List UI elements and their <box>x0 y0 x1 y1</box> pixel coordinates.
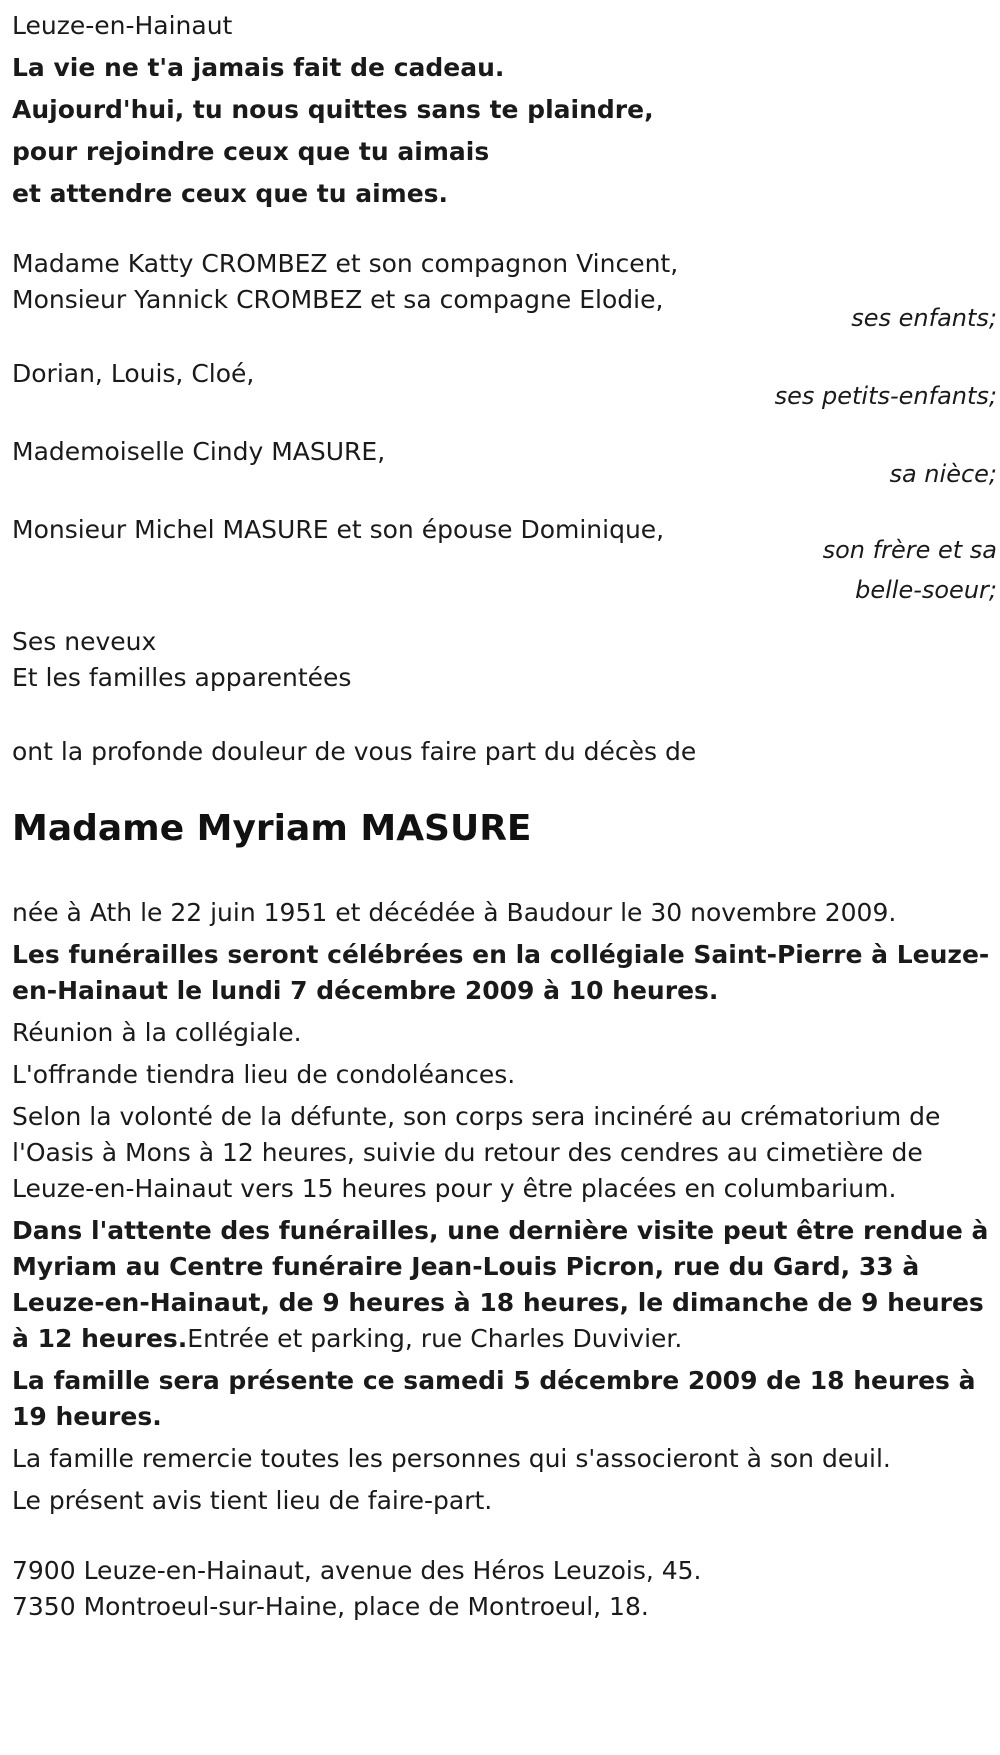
other-relatives <box>12 624 997 696</box>
visit-details-bold: Dans l'attente des funérailles, une dernière visite peut être rendue à Myriam au Centre funéraire Jean-Louis Picron, rue du Gard, 33 à Leuze-en-Hainaut, de 9 heures à 18 heures, le dimanche de 9 heures à 12 heures. <box>12 1215 989 1353</box>
family-row-brother <box>12 512 997 610</box>
poem-line: pour rejoindre ceux que tu aimais <box>12 137 490 166</box>
visit-details-parking: Entrée et parking, rue Charles Duvivier. <box>187 1323 683 1353</box>
family-role-line: son frère et sa <box>822 536 997 564</box>
funeral-details: Les funérailles seront célébrées en la collégiale Saint-Pierre à Leuze-en-Hainaut le lundi 7 décembre 2009 à 10 heures. <box>12 939 990 1005</box>
family-role: ses enfants; <box>851 304 997 332</box>
address-line: 7350 Montroeul-sur-Haine, place de Montroeul, 18. <box>12 1591 649 1621</box>
family-names <box>12 512 767 548</box>
family-role <box>767 530 997 610</box>
family-name: Mademoiselle Cindy MASURE, <box>12 437 386 466</box>
family-name: Monsieur Yannick CROMBEZ et sa compagne Elodie, <box>12 285 664 314</box>
poem-line: Aujourd'hui, tu nous quittes sans te plaindre, <box>12 95 654 124</box>
family-row-grandchildren <box>12 356 997 416</box>
family-names <box>12 356 767 392</box>
family-name: Dorian, Louis, Cloé, <box>12 359 255 388</box>
offering-note: L'offrande tiendra lieu de condoléances. <box>12 1059 516 1089</box>
cremation-details: Selon la volonté de la défunte, son corps sera incinéré au crématorium de l'Oasis à Mons à 12 heures, suivie du retour des cendres au cimetière de Leuze-en-Hainaut vers 15 heures pour y être placées en columbarium. <box>12 1101 941 1203</box>
notice: Le présent avis tient lieu de faire-part. <box>12 1485 493 1515</box>
deceased-name: Madame Myriam MASURE <box>12 808 532 849</box>
poem-line: et attendre ceux que tu aimes. <box>12 179 449 208</box>
family-name: Madame Katty CROMBEZ et son compagnon Vincent, <box>12 249 679 278</box>
family-names <box>12 246 767 318</box>
family-role-line: belle-soeur; <box>855 576 997 604</box>
meeting-place: Réunion à la collégiale. <box>12 1017 302 1047</box>
thanks-note: La famille remercie toutes les personnes qui s'associeront à son deuil. <box>12 1443 891 1473</box>
visit-details <box>12 1213 997 1357</box>
family-row-niece <box>12 434 997 494</box>
announcement: ont la profonde douleur de vous faire part du décès de <box>12 737 697 766</box>
poem-line: La vie ne t'a jamais fait de cadeau. <box>12 53 505 82</box>
family-role: sa nièce; <box>889 460 997 488</box>
address-line: 7900 Leuze-en-Hainaut, avenue des Héros Leuzois, 45. <box>12 1555 702 1585</box>
family-name: Monsieur Michel MASURE et son épouse Dominique, <box>12 515 665 544</box>
relatives-line: Ses neveux <box>12 627 157 656</box>
poem <box>12 50 997 212</box>
relatives-line: Et les familles apparentées <box>12 663 352 692</box>
obituary-column <box>12 8 997 1625</box>
birth-death-dates: née à Ath le 22 juin 1951 et décédée à Baudour le 30 novembre 2009. <box>12 897 897 927</box>
family-row-children <box>12 246 997 338</box>
family-presence: La famille sera présente ce samedi 5 décembre 2009 de 18 heures à 19 heures. <box>12 1365 976 1431</box>
family-names <box>12 434 767 470</box>
family-list <box>12 246 997 696</box>
location: Leuze-en-Hainaut <box>12 11 233 40</box>
addresses <box>12 1553 997 1625</box>
family-role: ses petits-enfants; <box>774 382 997 410</box>
